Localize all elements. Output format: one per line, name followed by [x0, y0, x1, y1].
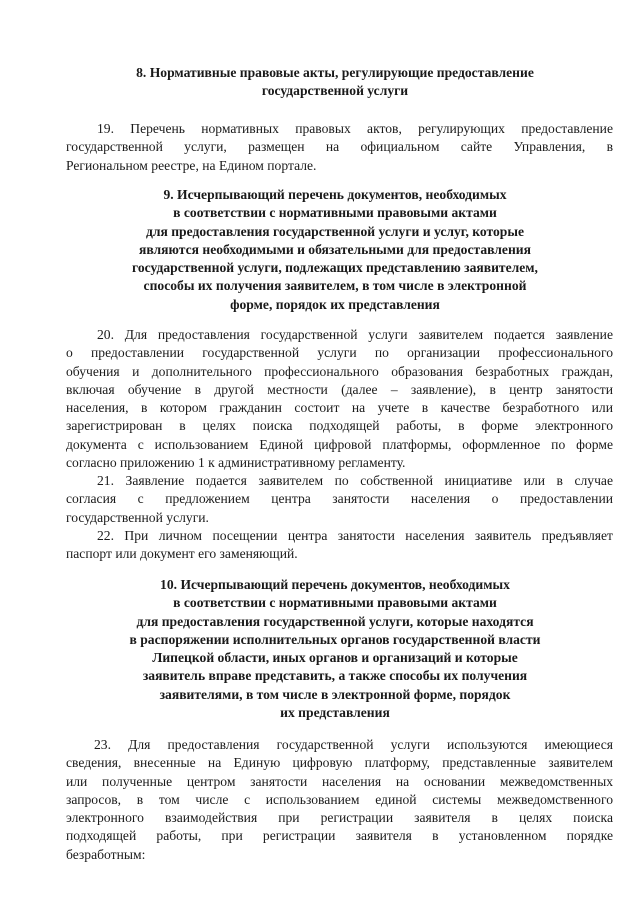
text-line: паспорт или документ его заменяющий.: [66, 546, 298, 562]
section-10-heading: [60, 576, 610, 722]
heading-line: являются необходимыми и обязательными для предоставления: [139, 241, 531, 257]
section-8-heading: [60, 64, 610, 101]
heading-line: в распоряжении исполнительных органов государственной власти: [129, 631, 541, 647]
heading-line: в соответствии с нормативными правовыми актами: [173, 205, 497, 221]
heading-line: государственной услуги: [261, 83, 409, 99]
text-line: 23. Для предоставления государственной услуги используются имеющиеся: [94, 737, 613, 752]
heading-line: заявитель вправе представить, а также способы их получения: [142, 668, 528, 684]
heading-line: в соответствии с нормативными правовыми актами: [173, 595, 497, 611]
heading-line: 8. Нормативные правовые акты, регулирующие предоставление: [136, 65, 534, 80]
paragraph-21: [66, 472, 613, 527]
section-9-heading: [60, 186, 610, 314]
paragraph-19: [66, 120, 613, 175]
heading-line: заявителями, в том числе в электронной форме, порядок: [159, 686, 511, 702]
heading-line: Липецкой области, иных органов и организаций и которые: [152, 650, 518, 666]
heading-line: для предоставления государственной услуги, которые находятся: [136, 613, 534, 629]
text-line: обучения и дополнительного профессионального образования безработных граждан,: [66, 363, 613, 379]
text-line: 20. Для предоставления государственной услуги заявителем подается заявление: [97, 327, 613, 342]
paragraph-22: [66, 527, 613, 564]
text-line: безработным:: [66, 846, 146, 862]
text-line: 22. При личном посещении центра занятости населения заявитель предъявляет: [97, 528, 613, 543]
text-line: 21. Заявление подается заявителем по собственной инициативе или в случае: [97, 473, 613, 488]
text-line: согласия с предложением центра занятости населения о предоставлении: [66, 491, 613, 507]
heading-line: их представления: [280, 705, 390, 721]
text-line: 19. Перечень нормативных правовых актов, регулирующих предоставление: [97, 121, 613, 136]
text-line: зарегистрирован в целях поиска подходящей работы, в форме электронного: [66, 418, 613, 434]
text-line: электронного взаимодействия при регистрации заявителя в целях поиска: [66, 810, 613, 826]
text-line: сведения, внесенные на Единую цифровую платформу, представленные заявителем: [66, 755, 613, 771]
text-line: населения, в котором гражданин состоит на учете в качестве безработного или: [66, 400, 613, 416]
text-line: государственной услуги, размещен на официальном сайте Управления, в: [66, 139, 613, 155]
text-line: включая обучение в другой местности (далее – заявление), в центр занятости: [66, 381, 613, 397]
heading-line: форме, порядок их представления: [230, 296, 440, 312]
text-line: документа с использованием Единой цифровой платформы, оформленное по форме: [66, 436, 613, 452]
heading-line: 10. Исчерпывающий перечень документов, необходимых: [160, 577, 510, 592]
paragraph-23: [66, 736, 613, 864]
text-line: о предоставлении государственной услуги по организации профессионального: [66, 345, 613, 361]
paragraph-20: [66, 326, 613, 472]
text-line: запросов, в том числе с использованием единой системы межведомственного: [66, 791, 613, 807]
heading-line: 9. Исчерпывающий перечень документов, необходимых: [163, 187, 507, 202]
text-line: согласно приложению 1 к административному регламенту.: [66, 455, 406, 471]
heading-line: государственной услуги, подлежащих представлению заявителем,: [132, 260, 538, 276]
text-line: подходящей работы, при регистрации заявителя в установленном порядке: [66, 828, 613, 844]
heading-line: для предоставления государственной услуги и услуг, которые: [145, 223, 525, 239]
text-line: или полученные центром занятости населения на основании межведомственных: [66, 773, 613, 789]
text-line: Региональном реестре, на Едином портале.: [66, 157, 317, 173]
heading-line: способы их получения заявителем, в том числе в электронной: [143, 278, 527, 294]
text-line: государственной услуги.: [66, 509, 209, 525]
